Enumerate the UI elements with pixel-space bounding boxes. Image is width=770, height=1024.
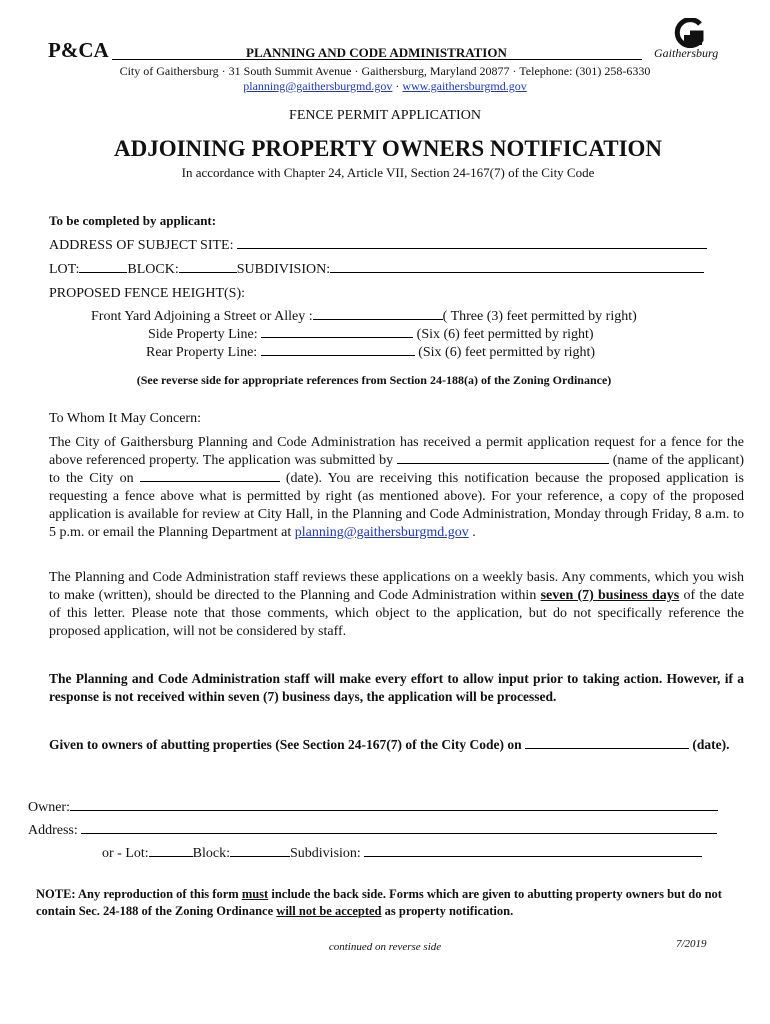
dept-title: PLANNING AND CODE ADMINISTRATION	[246, 45, 507, 60]
owner-subdivision-field[interactable]	[364, 855, 702, 857]
owner-label: Owner:	[28, 800, 70, 815]
owner-field[interactable]	[70, 809, 718, 811]
paragraph-application	[49, 434, 744, 542]
salutation: To Whom It May Concern:	[49, 411, 201, 426]
city-logo	[652, 18, 722, 62]
owner-block-field[interactable]	[230, 855, 290, 857]
reproduction-note	[36, 886, 742, 920]
form-title: ADJOINING PROPERTY OWNERS NOTIFICATION	[113, 136, 663, 161]
gaithersburg-logo-icon	[670, 18, 710, 48]
subject-address-field[interactable]	[237, 247, 707, 249]
p1-text-a: The City of Gaithersburg Planning and Code Administration has received a permit application request for a fence for the above referenced property. The application was submitted by	[49, 435, 744, 468]
link-separator: ·	[392, 79, 403, 93]
given-text-b: (date).	[692, 737, 730, 752]
owner-block-label: Block:	[192, 846, 230, 861]
note-text-c: as property notification.	[384, 904, 514, 918]
form-subtitle: In accordance with Chapter 24, Article VII, Section 24-167(7) of the City Code	[181, 165, 595, 180]
lot-label: LOT:	[49, 262, 80, 277]
logo-wordmark: Gaithersburg	[654, 46, 719, 60]
front-yard-row	[91, 309, 637, 325]
side-line-row	[148, 327, 594, 343]
subject-address-row	[49, 238, 707, 254]
lot-block-row	[49, 262, 704, 278]
rear-line-field[interactable]	[261, 354, 415, 356]
note-text-a: NOTE: Any reproduction of this form	[36, 887, 239, 901]
contact-links	[0, 79, 770, 94]
side-line-label: Side Property Line:	[148, 327, 258, 342]
note-must: must	[241, 887, 269, 901]
p1-text-end: .	[472, 525, 476, 540]
applicant-name-field[interactable]	[397, 462, 609, 464]
paragraph-comments	[49, 569, 744, 641]
note-not-accepted: will not be accepted	[276, 904, 382, 918]
rear-line-row	[146, 345, 595, 361]
applicant-heading: To be completed by applicant:	[49, 213, 217, 228]
owner-lot-label: or - Lot:	[102, 846, 149, 861]
p2-text-a: The Planning and Code Administration staff reviews these applications on a weekly basis. Any comments, which you wish to make (written), should be directed to the Planning and Code Administration within	[49, 570, 744, 603]
owner-address-field[interactable]	[81, 832, 717, 834]
subdivision-field[interactable]	[330, 271, 704, 273]
owner-subdivision-label: Subdivision:	[290, 846, 361, 861]
front-yard-field[interactable]	[313, 318, 443, 320]
subject-address-label: ADDRESS OF SUBJECT SITE:	[49, 238, 234, 253]
front-yard-note: ( Three (3) feet permitted by right)	[442, 309, 637, 324]
planning-email-link[interactable]: planning@gaithersburgmd.gov	[294, 525, 469, 540]
revision-date: 7/2019	[676, 938, 707, 950]
city-address: City of Gaithersburg · 31 South Summit Avenue · Gaithersburg, Maryland 20877 · Telephone: (301) 258-6330	[119, 64, 651, 78]
owner-address-label: Address:	[28, 823, 78, 838]
front-yard-label: Front Yard Adjoining a Street or Alley :	[91, 309, 313, 324]
p1-text-b: (name of the applicant) to the City on	[49, 453, 744, 486]
side-line-note: (Six (6) feet permitted by right)	[416, 327, 594, 342]
header-email-link[interactable]: planning@gaithersburgmd.gov	[243, 79, 393, 93]
continued-notice: continued on reverse side	[328, 941, 442, 953]
given-date-field[interactable]	[525, 747, 689, 749]
rear-line-label: Rear Property Line:	[146, 345, 258, 360]
rear-line-note: (Six (6) feet permitted by right)	[418, 345, 596, 360]
given-text-a: Given to owners of abutting properties (See Section 24-167(7) of the City Code) on	[49, 737, 522, 752]
subdivision-label: SUBDIVISION:	[236, 262, 331, 277]
owner-lot-row	[102, 846, 702, 862]
owner-address-row	[28, 823, 717, 839]
owner-lot-field[interactable]	[149, 855, 193, 857]
fence-height-label: PROPOSED FENCE HEIGHT(S):	[49, 286, 246, 301]
side-line-field[interactable]	[261, 336, 413, 338]
note-text-b: include the back side. Forms which are given to abutting property owners but do not contain Sec. 24-188 of the Zoning Ordinance	[36, 887, 722, 918]
given-to-owners	[49, 736, 744, 754]
owner-row	[28, 800, 718, 816]
zoning-reference-note: (See reverse side for appropriate references from Section 24-188(a) of the Zoning Ordinance)	[136, 373, 612, 387]
submission-date-field[interactable]	[140, 480, 280, 482]
block-field[interactable]	[179, 271, 237, 273]
p2-text-b: of the date of this letter. Please note that those comments, which object to the application, but do not specifically reference the proposed application, will not be considered by staff.	[49, 588, 745, 639]
block-label: BLOCK:	[127, 262, 179, 277]
p1-text-c: (date). You are receiving this notification because the proposed application is requesting a fence above what is permitted by right (as mentioned above). For your reference, a copy of the proposed application is available for review at City Hall, in the Planning and Code Administration, Monday through Friday, 8 a.m. to 5 p.m. or email the Planning Department at	[49, 471, 744, 540]
processing-notice: The Planning and Code Administration staff will make every effort to allow input prior to taking action. However, if a response is not received within seven (7) business days, the application will be processed.	[49, 671, 744, 704]
website-link[interactable]: www.gaithersburgmd.gov	[402, 79, 527, 93]
org-abbr: P&CA	[48, 38, 109, 62]
form-type-label: FENCE PERMIT APPLICATION	[289, 108, 481, 123]
lot-field[interactable]	[79, 271, 127, 273]
comment-deadline: seven (7) business days	[540, 588, 680, 603]
